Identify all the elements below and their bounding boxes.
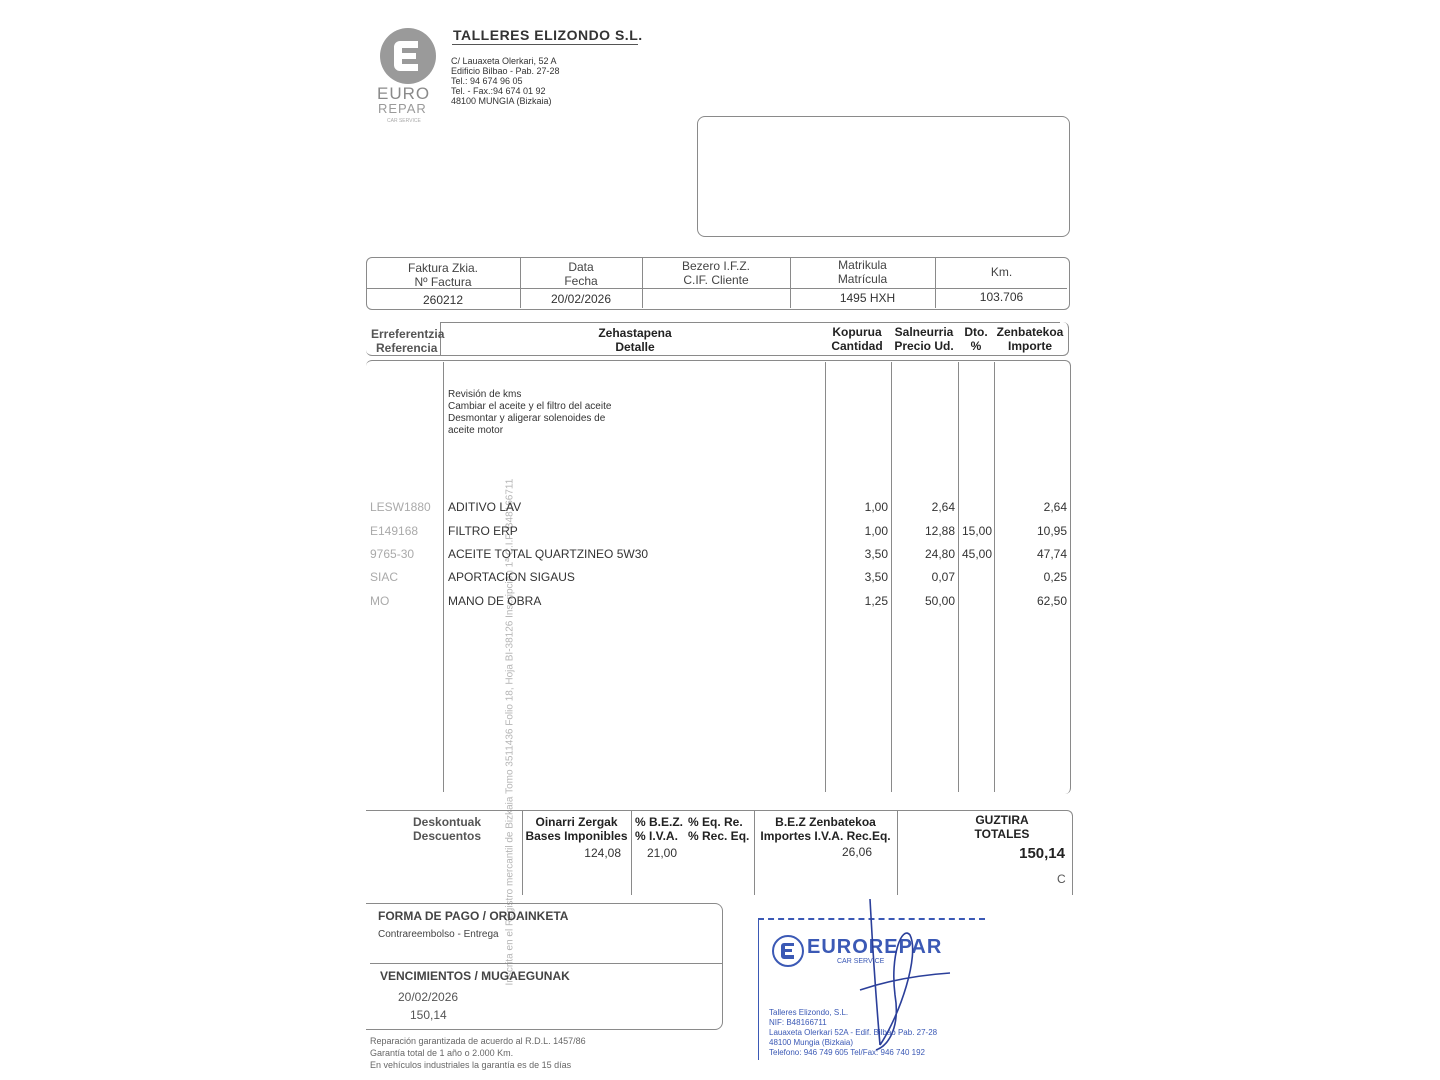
totals-divider — [631, 811, 632, 895]
col-amt-eu: Zenbatekoa — [996, 325, 1064, 339]
rec-eq-label-es: % Rec. Eq. — [688, 829, 750, 843]
cif-label-es: C.IF. Cliente — [683, 273, 749, 287]
row-qty: 3,50 — [864, 547, 888, 561]
warranty-footer — [370, 1035, 586, 1071]
factura-value: 260212 — [422, 293, 464, 307]
cif-label-eu: Bezero I.F.Z. — [681, 259, 751, 273]
payment-divider — [370, 963, 722, 964]
row-ref: LESW1880 — [370, 500, 431, 514]
stamp-line: 48100 Mungia (Bizkaia) — [769, 1038, 854, 1047]
importes-label-eu: B.E.Z Zenbatekoa — [775, 815, 876, 829]
rec-eq-label — [688, 815, 749, 843]
row-qty: 1,00 — [864, 524, 888, 538]
logo-text-repar: REPAR — [378, 101, 427, 116]
fecha-label — [520, 260, 642, 288]
totales-label-es: TOTALES — [974, 827, 1030, 841]
col-qty-header — [825, 325, 889, 353]
side-registry-text: Inscrita en el Registro mercantil de Bizkaia Tomo 3511436 Folio 18, Hoja BI-38126 Inscripción 1ª C.I.F. B48166711 — [504, 478, 516, 986]
due-amount: 150,14 — [410, 1008, 447, 1022]
logo-text-carservice: CAR SERVICE — [387, 118, 421, 124]
row-ref: E149168 — [370, 524, 419, 538]
due-date: 20/02/2026 — [398, 990, 459, 1004]
stamp-sub: CAR SERVICE — [837, 958, 885, 965]
matricula-value: 1495 HXH — [839, 291, 896, 305]
row-price: 2,64 — [931, 500, 955, 514]
row-desc: MANO DE OBRA — [448, 594, 542, 608]
row-qty: 1,25 — [864, 594, 888, 608]
factura-label-es: Nº Factura — [414, 275, 472, 289]
col-det-eu: Zehastapena — [598, 326, 672, 340]
iva-pct-label — [635, 815, 683, 843]
stamp-brand: EUROREPAR — [807, 936, 943, 958]
bases-value: 124,08 — [584, 846, 621, 860]
col-det-header — [540, 326, 730, 354]
row-price: 0,07 — [931, 570, 955, 584]
col-price-header — [891, 325, 957, 353]
matricula-label — [790, 258, 935, 286]
stamp-line: Talleres Elizondo, S.L. — [769, 1008, 849, 1017]
logo-text-euro: EURO — [377, 84, 431, 103]
work-notes — [448, 389, 611, 437]
row-ref: 9765-30 — [370, 547, 415, 561]
row-ref: MO — [370, 594, 390, 608]
table-row — [366, 500, 1070, 516]
factura-label — [366, 261, 520, 289]
stamp-line: NIF: B48166711 — [769, 1018, 827, 1027]
row-amount: 2,64 — [1043, 500, 1067, 514]
row-amount: 47,74 — [1036, 547, 1067, 561]
handwritten-signature — [840, 895, 980, 1055]
row-qty: 1,00 — [864, 500, 888, 514]
warranty-line: En vehículos industriales la garantía es de 15 días — [370, 1060, 572, 1070]
note-line: Desmontar y aligerar solenoides de — [448, 413, 606, 424]
bases-label — [522, 815, 631, 843]
col-det-es: Detalle — [615, 340, 655, 354]
payment-method: Contrareembolso - Entrega — [378, 929, 499, 940]
address-line: Tel.: 94 674 96 05 — [451, 76, 523, 86]
cif-label — [642, 259, 790, 287]
row-dto: 15,00 — [961, 524, 992, 538]
note-line: Revisión de kms — [448, 389, 522, 400]
stamp-logo-icon — [771, 934, 805, 968]
company-name-underline — [452, 44, 638, 45]
row-qty: 3,50 — [864, 570, 888, 584]
address-line: Tel. - Fax.:94 674 01 92 — [451, 86, 546, 96]
warranty-line: Garantía total de 1 año o 2.000 Km. — [370, 1048, 514, 1058]
iva-pct-label-es: % I.V.A. — [635, 829, 678, 843]
logo-e-icon — [372, 26, 444, 86]
stamp-line: Lauaxeta Olerkari 52A - Edif. Bilbao Pab. 27-28 — [769, 1028, 938, 1037]
company-address — [451, 56, 560, 106]
rec-eq-label-eu: % Eq. Re. — [688, 815, 743, 829]
col-ref-es: Referencia — [376, 341, 438, 355]
warranty-line: Reparación garantizada de acuerdo al R.D.L. 1457/86 — [370, 1036, 586, 1046]
customer-address-box — [697, 116, 1070, 237]
km-value: 103.706 — [979, 290, 1024, 304]
note-line: aceite motor — [448, 425, 504, 436]
bases-label-es: Bases Imponibles — [525, 829, 628, 843]
row-amount: 62,50 — [1036, 594, 1067, 608]
company-name: TALLERES ELIZONDO S.L. — [453, 27, 643, 43]
iva-pct-label-eu: % B.E.Z. — [635, 815, 684, 829]
row-price: 12,88 — [924, 524, 955, 538]
total-mark: C — [1057, 872, 1066, 886]
due-title: VENCIMIENTOS / MUGAEGUNAK — [380, 969, 570, 983]
table-row — [366, 594, 1070, 610]
descuentos-label — [413, 815, 481, 843]
factura-label-eu: Faktura Zkia. — [407, 261, 479, 275]
row-amount: 0,25 — [1043, 570, 1067, 584]
table-row — [366, 524, 1070, 540]
row-amount: 10,95 — [1036, 524, 1067, 538]
stamp-line: Telefono: 946 749 605 Tel/Fax: 946 740 192 — [769, 1048, 925, 1057]
row-price: 50,00 — [924, 594, 955, 608]
bases-label-eu: Oinarri Zergak — [535, 815, 618, 829]
row-desc: ACEITE TOTAL QUARTZINEO 5W30 — [448, 547, 649, 561]
totales-label — [960, 813, 1044, 841]
col-dto-es: % — [970, 339, 982, 353]
columns-header-top — [440, 322, 1060, 323]
importes-label — [754, 815, 897, 843]
importes-label-es: Importes I.V.A. Rec.Eq. — [760, 829, 891, 843]
row-desc: ADITIVO LAV — [448, 500, 522, 514]
fecha-label-es: Fecha — [564, 274, 598, 288]
matricula-label-eu: Matrikula — [838, 258, 887, 272]
fecha-value: 20/02/2026 — [550, 292, 612, 306]
address-line: C/ Lauaxeta Olerkari, 52 A — [451, 56, 557, 66]
matricula-label-es: Matrícula — [837, 272, 888, 286]
col-amt-es: Importe — [1007, 339, 1052, 353]
importes-value: 26,06 — [841, 845, 872, 859]
col-dto-header — [958, 325, 994, 353]
descuentos-label-es: Descuentos — [413, 829, 482, 843]
descuentos-label-eu: Deskontuak — [413, 815, 482, 829]
totales-label-eu: GUZTIRA — [975, 813, 1029, 827]
table-row — [366, 570, 1070, 586]
address-line: 48100 MUNGIA (Bizkaia) — [451, 96, 552, 106]
col-qty-eu: Kopurua — [832, 325, 882, 339]
km-label: Km. — [990, 265, 1013, 279]
row-ref: SIAC — [370, 570, 399, 584]
address-line: Edificio Bilbao - Pab. 27-28 — [451, 66, 560, 76]
col-ref-eu: Erreferentzia — [371, 327, 445, 341]
row-dto: 45,00 — [961, 547, 992, 561]
col-price-eu: Salneurria — [894, 325, 954, 339]
iva-pct-value: 21,00 — [647, 846, 678, 860]
eurorepar-logo — [372, 26, 444, 128]
col-qty-es: Cantidad — [831, 339, 883, 353]
row-price: 24,80 — [924, 547, 955, 561]
table-row — [366, 547, 1070, 563]
fecha-label-eu: Data — [568, 260, 594, 274]
total-value: 150,14 — [1019, 845, 1065, 862]
totals-divider — [897, 811, 898, 895]
col-amt-header — [994, 325, 1066, 353]
note-line: Cambiar el aceite y el filtro del aceite — [448, 401, 612, 412]
row-desc: APORTACION SIGAUS — [448, 570, 575, 584]
row-desc: FILTRO ERP — [448, 524, 518, 538]
col-dto-eu: Dto. — [964, 325, 988, 339]
payment-title: FORMA DE PAGO / ORDAINKETA — [378, 909, 569, 923]
col-ref-header — [371, 327, 444, 355]
col-price-es: Precio Ud. — [894, 339, 954, 353]
